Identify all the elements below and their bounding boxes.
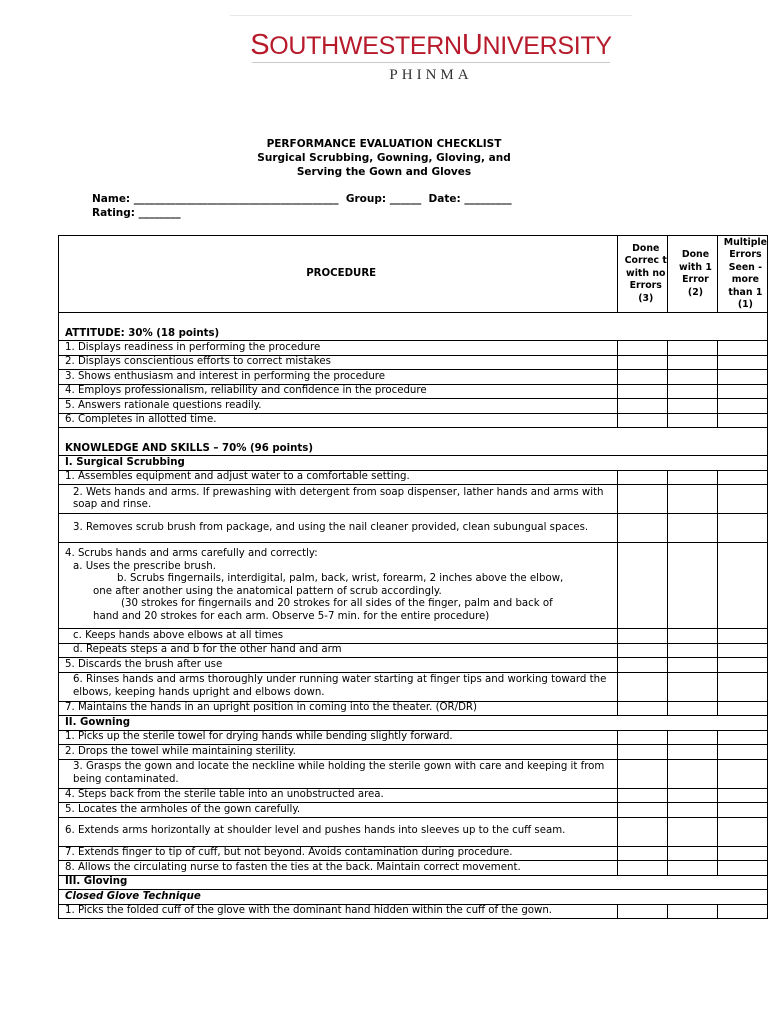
score-cell[interactable]	[668, 370, 718, 385]
title-line-2: Surgical Scrubbing, Gowning, Gloving, and	[257, 152, 511, 164]
rating-line: Rating: ________	[92, 207, 181, 219]
score-cell[interactable]	[717, 643, 767, 658]
score-cell[interactable]	[618, 399, 668, 414]
score-cell[interactable]	[618, 470, 668, 485]
score-cell[interactable]	[717, 629, 767, 644]
score-cell[interactable]	[618, 413, 668, 428]
row-label: 3. Removes scrub brush from package, and using the nail cleaner provided, clean subungual spaces.	[59, 514, 618, 543]
score-cell[interactable]	[717, 543, 767, 629]
knowledge-skills-header: KNOWLEDGE AND SKILLS – 70% (96 points)	[59, 428, 768, 456]
row-label: 3. Grasps the gown and locate the neckline while holding the sterile gown with care and keeping it from being contaminated.	[59, 759, 618, 788]
score-cell[interactable]	[668, 701, 718, 716]
table-row	[59, 672, 768, 701]
table-row	[59, 846, 768, 861]
row-label: 1. Picks up the sterile towel for drying hands while bending slightly forward.	[59, 730, 618, 745]
table-row	[59, 788, 768, 803]
university-logo	[230, 30, 632, 84]
section-row	[59, 890, 768, 905]
score-cell[interactable]	[618, 730, 668, 745]
score-cell[interactable]	[717, 514, 767, 543]
table-row	[59, 384, 768, 399]
table-row	[59, 514, 768, 543]
procedure-header: PROCEDURE	[59, 236, 618, 313]
section-row	[59, 716, 768, 731]
score-cell[interactable]	[618, 514, 668, 543]
table-row	[59, 861, 768, 876]
score-cell[interactable]	[717, 413, 767, 428]
score-cell[interactable]	[618, 543, 668, 629]
score-cell[interactable]	[668, 672, 718, 701]
name-group-date-line: Name: _______________________________________ Group: ______ Date: _________	[92, 193, 512, 205]
score-cell[interactable]	[668, 341, 718, 356]
score-cell[interactable]	[668, 817, 718, 846]
score-cell[interactable]	[717, 701, 767, 716]
score-cell[interactable]	[717, 861, 767, 876]
title-line-1: PERFORMANCE EVALUATION CHECKLIST	[266, 138, 502, 150]
score-cell[interactable]	[618, 788, 668, 803]
score-cell[interactable]	[668, 355, 718, 370]
table-row	[59, 658, 768, 673]
row-label: 6. Completes in allotted time.	[59, 413, 618, 428]
step-4-text: 4. Scrubs hands and arms carefully and correctly:	[65, 548, 318, 559]
row-label: 2. Displays conscientious efforts to correct mistakes	[59, 355, 618, 370]
table-row	[59, 904, 768, 919]
score-cell[interactable]	[668, 384, 718, 399]
table-row	[59, 341, 768, 356]
score-cell[interactable]	[618, 355, 668, 370]
score-cell[interactable]	[668, 470, 718, 485]
section-row	[59, 875, 768, 890]
score-cell[interactable]	[668, 643, 718, 658]
score-cell[interactable]	[717, 745, 767, 760]
score-cell[interactable]	[717, 399, 767, 414]
score-cell[interactable]	[618, 658, 668, 673]
table-row	[59, 399, 768, 414]
step-4b-note-cont: hand and 20 strokes for each arm. Observe 5-7 min. for the entire procedure)	[93, 610, 490, 622]
section-row	[59, 428, 768, 456]
score-cell[interactable]	[618, 745, 668, 760]
done-correct-header: Done Correc t with no Errors (3)	[618, 236, 668, 313]
score-cell[interactable]	[668, 803, 718, 818]
row-label: 2. Wets hands and arms. If prewashing with detergent from soap dispenser, lather hands and arms with soap and rinse.	[59, 485, 618, 514]
score-cell[interactable]	[717, 341, 767, 356]
row-label: 8. Allows the circulating nurse to fasten the ties at the back. Maintain correct movement.	[59, 861, 618, 876]
table-row	[59, 759, 768, 788]
score-cell[interactable]	[668, 399, 718, 414]
score-cell[interactable]	[717, 384, 767, 399]
score-cell[interactable]	[618, 485, 668, 514]
score-cell[interactable]	[668, 730, 718, 745]
row-label: 7. Extends finger to tip of cuff, but not beyond. Avoids contamination during procedure.	[59, 846, 618, 861]
score-cell[interactable]	[668, 514, 718, 543]
table-row	[59, 629, 768, 644]
score-cell[interactable]	[717, 846, 767, 861]
row-label: 6. Extends arms horizontally at shoulder level and pushes hands into sleeves up to the cuff seam.	[59, 817, 618, 846]
score-cell[interactable]	[618, 846, 668, 861]
step-4a-text: a. Uses the prescribe brush.	[73, 560, 216, 572]
table-row	[59, 370, 768, 385]
score-cell[interactable]	[668, 413, 718, 428]
row-label: 6. Rinses hands and arms thoroughly under running water starting at finger tips and working toward the elbows, keeping hands upright and elbows down.	[59, 672, 618, 701]
document-title	[0, 137, 768, 179]
score-cell[interactable]	[618, 904, 668, 919]
score-cell[interactable]	[717, 788, 767, 803]
attitude-header: ATTITUDE: 30% (18 points)	[59, 313, 768, 341]
done-one-error-header: Done with 1 Error (2)	[668, 236, 718, 313]
score-cell[interactable]	[618, 759, 668, 788]
score-cell[interactable]	[717, 759, 767, 788]
logo-wordmark: SOUTHWESTERNUNIVERSITY	[250, 29, 612, 61]
header-divider	[230, 15, 632, 16]
section-row	[59, 456, 768, 471]
row-label: 4. Steps back from the sterile table into an unobstructed area.	[59, 788, 618, 803]
score-cell[interactable]	[717, 672, 767, 701]
row-label: 5. Answers rationale questions readily.	[59, 399, 618, 414]
score-cell[interactable]	[618, 861, 668, 876]
step-4b-text-cont: one after another using the anatomical pattern of scrub accordingly.	[93, 585, 442, 597]
score-cell[interactable]	[717, 803, 767, 818]
table-row	[59, 643, 768, 658]
row-label: 7. Maintains the hands in an upright position in coming into the theater. (OR/DR)	[59, 701, 618, 716]
score-cell[interactable]	[717, 355, 767, 370]
gloving-header: III. Gloving	[59, 875, 768, 890]
row-label: 3. Shows enthusiasm and interest in performing the procedure	[59, 370, 618, 385]
table-row	[59, 745, 768, 760]
row-label: 5. Locates the armholes of the gown carefully.	[59, 803, 618, 818]
multiple-errors-header: Multiple Errors Seen - more than 1 (1)	[717, 236, 767, 313]
table-header-row	[59, 236, 768, 313]
score-cell[interactable]	[668, 788, 718, 803]
title-line-3: Serving the Gown and Gloves	[296, 166, 472, 178]
score-cell[interactable]	[618, 629, 668, 644]
score-cell[interactable]	[618, 341, 668, 356]
score-cell[interactable]	[668, 861, 718, 876]
score-cell[interactable]	[717, 658, 767, 673]
score-cell[interactable]	[618, 370, 668, 385]
logo-subtitle: PHINMA	[389, 67, 473, 83]
table-row	[59, 803, 768, 818]
score-cell[interactable]	[717, 370, 767, 385]
row-label: 5. Discards the brush after use	[59, 658, 618, 673]
table-row	[59, 701, 768, 716]
score-cell[interactable]	[668, 629, 718, 644]
score-cell[interactable]	[717, 470, 767, 485]
score-cell[interactable]	[717, 730, 767, 745]
score-cell[interactable]	[668, 759, 718, 788]
row-label: d. Repeats steps a and b for the other hand and arm	[59, 643, 618, 658]
score-cell[interactable]	[618, 643, 668, 658]
score-cell[interactable]	[668, 745, 718, 760]
score-cell[interactable]	[717, 904, 767, 919]
row-label: 4. Employs professionalism, reliability and confidence in the procedure	[59, 384, 618, 399]
score-cell[interactable]	[618, 817, 668, 846]
row-label: 1. Picks the folded cuff of the glove with the dominant hand hidden within the cuff of the gown.	[59, 904, 618, 919]
table-row	[59, 543, 768, 629]
gowning-header: II. Gowning	[59, 716, 768, 731]
score-cell[interactable]	[668, 485, 718, 514]
surgical-scrubbing-header: I. Surgical Scrubbing	[59, 456, 768, 471]
score-cell[interactable]	[668, 846, 718, 861]
table-row	[59, 485, 768, 514]
step-4b-text: b. Scrubs fingernails, interdigital, palm, back, wrist, forearm, 2 inches above the elbow,	[117, 573, 564, 584]
table-row	[59, 413, 768, 428]
score-cell[interactable]	[618, 803, 668, 818]
score-cell[interactable]	[717, 485, 767, 514]
logo-rule	[252, 62, 610, 63]
row-label	[59, 543, 618, 629]
row-label: 1. Displays readiness in performing the procedure	[59, 341, 618, 356]
table-row	[59, 470, 768, 485]
table-row	[59, 355, 768, 370]
step-4b-note: (30 strokes for fingernails and 20 strokes for all sides of the finger, palm and back of	[121, 598, 553, 609]
score-cell[interactable]	[668, 904, 718, 919]
row-label: c. Keeps hands above elbows at all times	[59, 629, 618, 644]
row-label: 1. Assembles equipment and adjust water to a comfortable setting.	[59, 470, 618, 485]
score-cell[interactable]	[668, 543, 718, 629]
score-cell[interactable]	[618, 384, 668, 399]
score-cell[interactable]	[618, 701, 668, 716]
row-label: 2. Drops the towel while maintaining sterility.	[59, 745, 618, 760]
table-row	[59, 817, 768, 846]
closed-glove-technique-header: Closed Glove Technique	[59, 890, 768, 905]
table-row	[59, 730, 768, 745]
score-cell[interactable]	[668, 658, 718, 673]
score-cell[interactable]	[717, 817, 767, 846]
checklist-table	[58, 235, 768, 919]
score-cell[interactable]	[618, 672, 668, 701]
section-row	[59, 313, 768, 341]
